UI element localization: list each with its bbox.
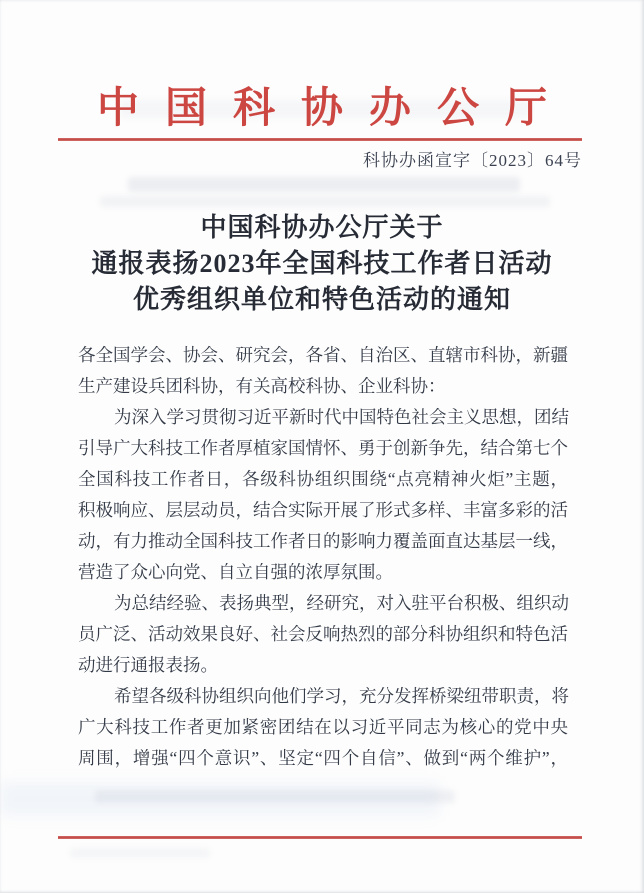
text-line: 生产建设兵团科协，有关高校科协、企业科协： bbox=[78, 376, 446, 396]
text-line: 动，有力推动全国科技工作者日的影响力覆盖面直达基层一线， bbox=[78, 531, 568, 551]
text-line: 引导广大科技工作者厚植家国情怀、勇于创新争先，结合第七个 bbox=[78, 438, 568, 458]
paragraph-3 bbox=[78, 681, 568, 774]
bleed-through-ghost bbox=[100, 196, 550, 207]
text-line: 为深入学习贯彻习近平新时代中国特色社会主义思想，团结 bbox=[114, 407, 569, 427]
paragraph-1 bbox=[78, 402, 568, 588]
text-line: 希望各级科协组织向他们学习，充分发挥桥梁纽带职责，将 bbox=[114, 686, 569, 706]
text-line: 积极响应、层层动员，结合实际开展了形式多样、丰富多彩的活 bbox=[78, 500, 568, 520]
bleed-through-ghost bbox=[128, 177, 520, 192]
salutation bbox=[78, 340, 568, 402]
text-line: 营造了众心向党、自立自强的浓厚氛围。 bbox=[78, 562, 393, 582]
text-line: 员广泛、活动效果良好、社会反响热烈的部分科协组织和特色活 bbox=[78, 624, 568, 644]
letterhead-org-name: 中国科协办公厅 bbox=[96, 86, 573, 132]
paragraph-2 bbox=[78, 588, 568, 681]
text-line: 广大科技工作者更加紧密团结在以习近平同志为核心的党中央 bbox=[78, 717, 568, 737]
footer-divider bbox=[58, 836, 582, 839]
bleed-through-ghost bbox=[95, 790, 455, 803]
bleed-through-ghost bbox=[0, 782, 440, 816]
text-line: 为总结经验、表扬典型，经研究，对入驻平台积极、组织动 bbox=[114, 593, 569, 613]
title-line: 优秀组织单位和特色活动的通知 bbox=[132, 285, 511, 314]
text-line: 各全国学会、协会、研究会，各省、自治区、直辖市科协，新疆 bbox=[78, 345, 568, 365]
title-line: 通报表扬2023年全国科技工作者日活动 bbox=[91, 249, 553, 278]
text-line: 全国科技工作者日，各级科协组织围绕“点亮精神火炬”主题， bbox=[78, 469, 568, 489]
letterhead-divider bbox=[58, 138, 582, 141]
text-line: 动进行通报表扬。 bbox=[78, 655, 218, 675]
document-number: 科协办函宣字〔2023〕64号 bbox=[363, 151, 582, 170]
bleed-through-ghost bbox=[70, 848, 210, 858]
text-line: 周围，增强“四个意识”、坚定“四个自信”、做到“两个维护”， bbox=[78, 748, 568, 768]
document-title bbox=[0, 210, 644, 318]
document-body bbox=[78, 340, 568, 774]
title-line: 中国科协办公厅关于 bbox=[200, 213, 444, 242]
